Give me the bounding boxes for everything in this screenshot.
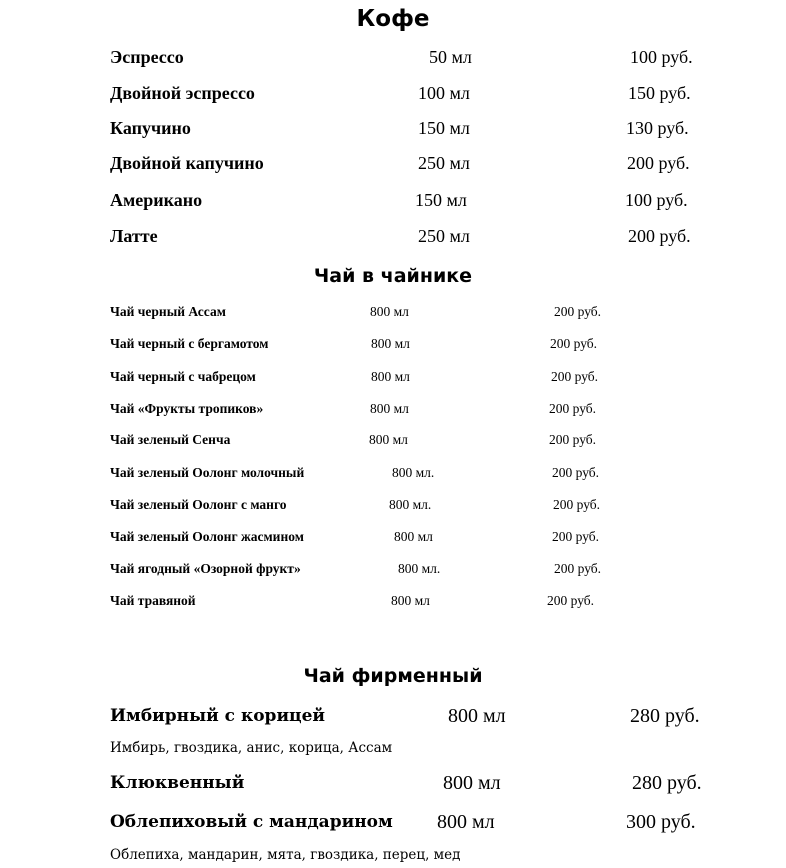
teapot-item-volume: 800 мл [391,593,430,608]
teapot-item-price: 200 руб. [552,529,600,544]
signature-item-volume: 800 мл [443,772,501,794]
teapot-item-volume: 800 мл. [389,497,432,512]
coffee-item-volume: 100 мл [418,83,470,103]
teapot-item-name: Чай ягодный «Озорной фрукт» [110,561,301,576]
teapot-item-price: 200 руб. [552,465,600,480]
teapot-item-volume: 800 мл [369,432,408,447]
coffee-item-name: Капучино [110,118,191,138]
signature-item-price: 280 руб. [632,772,702,794]
signature-section-title: Чай фирменный [303,665,483,687]
teapot-item-name: Чай зеленый Сенча [110,432,231,447]
signature-item-volume: 800 мл [437,811,495,833]
signature-item-name: Клюквенный [110,773,245,793]
coffee-item-volume: 250 мл [418,153,470,173]
teapot-item-price: 200 руб. [554,304,602,319]
signature-item-price: 300 руб. [626,811,696,833]
teapot-item-name: Чай зеленый Оолонг молочный [110,465,305,480]
coffee-item-name: Американо [110,190,203,210]
coffee-item-volume: 150 мл [415,190,467,210]
coffee-item-name: Латте [110,226,158,246]
teapot-item-name: Чай травяной [110,593,196,608]
signature-item-description: Имбирь, гвоздика, анис, корица, Ассам [110,740,393,756]
teapot-item-name: Чай черный Ассам [110,304,226,319]
teapot-item-name: Чай «Фрукты тропиков» [110,401,264,416]
signature-item-name: Облепиховый с мандарином [110,812,393,832]
teapot-item-volume: 800 мл [394,529,433,544]
signature-item-price: 280 руб. [630,705,700,727]
coffee-item-price: 100 руб. [625,190,688,210]
teapot-item-price: 200 руб. [553,497,601,512]
coffee-item-price: 200 руб. [627,153,690,173]
coffee-section-title: Кофе [356,6,430,32]
coffee-item-name: Эспрессо [110,47,184,67]
teapot-item-volume: 800 мл [371,369,410,384]
teapot-item-price: 200 руб. [547,593,595,608]
teapot-item-name: Чай зеленый Оолонг жасмином [110,529,304,544]
signature-item-description: Облепиха, мандарин, мята, гвоздика, перец, мед [110,847,461,863]
coffee-item-price: 130 руб. [626,118,689,138]
teapot-item-name: Чай зеленый Оолонг с манго [110,497,287,512]
coffee-item-price: 200 руб. [628,226,691,246]
teapot-item-volume: 800 мл [371,336,410,351]
teapot-item-price: 200 руб. [549,432,597,447]
teapot-item-price: 200 руб. [554,561,602,576]
teapot-item-volume: 800 мл. [398,561,441,576]
coffee-item-name: Двойной капучино [110,153,264,173]
coffee-item-name: Двойной эспрессо [110,83,255,103]
teapot-item-price: 200 руб. [549,401,597,416]
coffee-item-volume: 150 мл [418,118,470,138]
teapot-item-volume: 800 мл. [392,465,435,480]
signature-item-name: Имбирный с корицей [110,706,326,726]
teapot-item-price: 200 руб. [550,336,598,351]
teapot-item-volume: 800 мл [370,304,409,319]
teapot-section-title: Чай в чайнике [313,265,473,287]
teapot-item-price: 200 руб. [551,369,599,384]
coffee-item-price: 150 руб. [628,83,691,103]
coffee-item-price: 100 руб. [630,47,693,67]
teapot-item-name: Чай черный с бергамотом [110,336,269,351]
teapot-item-name: Чай черный с чабрецом [110,369,256,384]
teapot-item-volume: 800 мл [370,401,409,416]
signature-item-volume: 800 мл [448,705,506,727]
coffee-item-volume: 50 мл [429,47,472,67]
coffee-item-volume: 250 мл [418,226,470,246]
